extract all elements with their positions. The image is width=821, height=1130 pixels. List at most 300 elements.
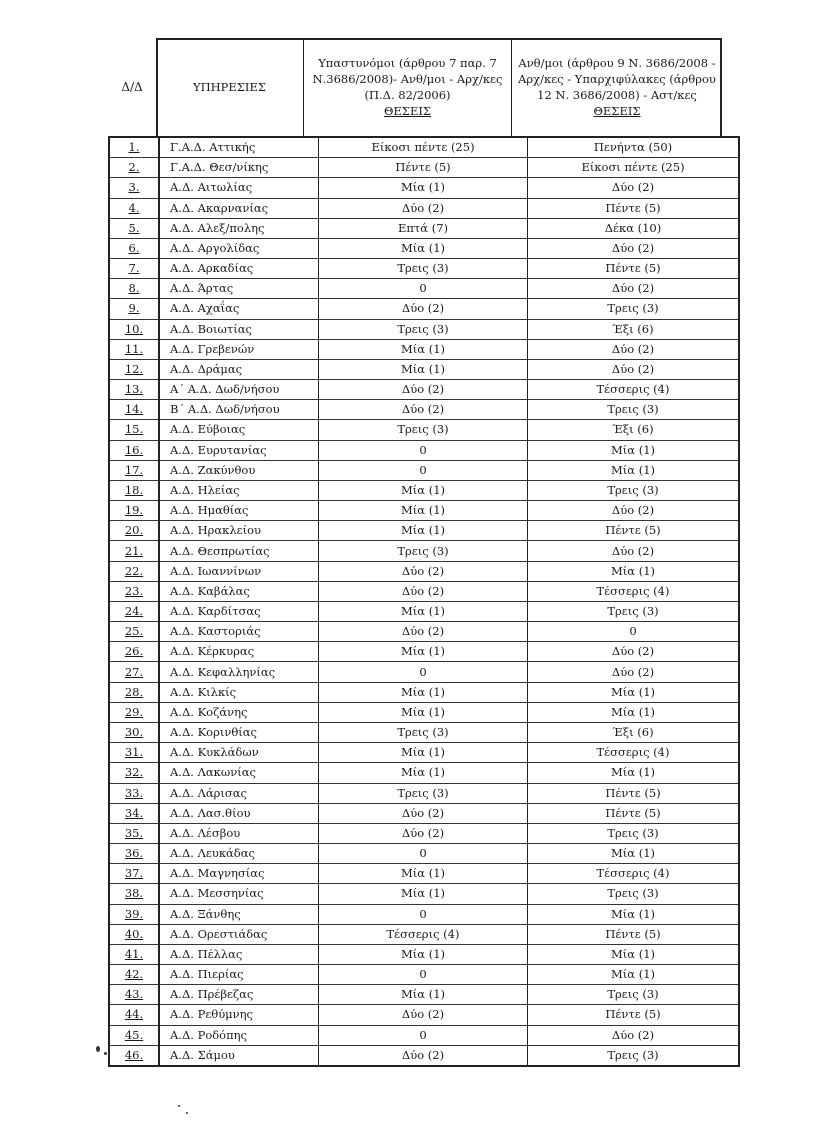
service-name-cell: [159, 1045, 319, 1066]
service-name: Α.Δ. Ζακύνθου: [170, 462, 256, 477]
row-number-cell: [109, 722, 159, 742]
table-row: [109, 985, 739, 1005]
row-number-cell: [109, 884, 159, 904]
positions-b-value: Τέσσερις (4): [596, 866, 670, 881]
service-name: Α.Δ. Αρκαδίας: [170, 261, 254, 276]
row-number-cell: [109, 823, 159, 843]
table-row: [109, 460, 739, 480]
row-number-cell: [109, 864, 159, 884]
table-row: [109, 359, 739, 379]
positions-a-value: Δύο (2): [401, 301, 445, 316]
table-row: [109, 823, 739, 843]
scan-speck: [186, 1112, 188, 1114]
positions-a-value: Μία (1): [401, 483, 445, 497]
positions-b-value-cell: [528, 460, 740, 480]
positions-a-value-cell: [319, 279, 528, 299]
positions-b-value-cell: [528, 581, 740, 601]
service-name-cell: [159, 924, 319, 944]
table-row: [109, 844, 739, 864]
scan-speck: [96, 1046, 100, 1052]
service-name-cell: [159, 178, 319, 198]
row-number: 39.: [124, 906, 144, 921]
positions-a-value: Δύο (2): [401, 1007, 445, 1022]
service-name: Α.Δ. Κέρκυρας: [170, 644, 255, 659]
positions-a-value: Μία (1): [401, 644, 445, 659]
positions-b-value: Μία (1): [611, 906, 655, 921]
service-name: Α.Δ. Ορεστιάδας: [170, 926, 268, 941]
positions-a-value-cell: [319, 844, 528, 864]
positions-a-value-cell: [319, 581, 528, 601]
service-name: Α.Δ. Ακαρνανίας: [170, 200, 269, 215]
table-row: [109, 702, 739, 722]
table-row: [109, 561, 739, 581]
row-number: 25.: [124, 624, 144, 639]
positions-a-value-cell: [319, 682, 528, 702]
positions-a-value-cell: [319, 359, 528, 379]
row-number: 21.: [124, 543, 144, 558]
service-name: Α.Δ. Βοιωτίας: [170, 321, 252, 336]
positions-b-value: Τρεις (3): [607, 604, 659, 619]
table-row: [109, 319, 739, 339]
positions-a-value: 0: [419, 462, 427, 477]
positions-a-value: Δύο (2): [401, 624, 445, 639]
service-name: Α.Δ. Σάμου: [170, 1047, 235, 1062]
positions-b-value-cell: [528, 299, 740, 319]
row-number-cell: [109, 985, 159, 1005]
service-name: Α.Δ. Καβάλας: [170, 583, 250, 598]
positions-a-value: 0: [419, 846, 427, 861]
service-name: Α.Δ. Κορινθίας: [170, 725, 257, 740]
positions-a-value-cell: [319, 480, 528, 500]
positions-b-value: Τρεις (3): [607, 402, 659, 417]
service-name: Β΄ Α.Δ. Δωδ/νήσου: [170, 402, 280, 417]
table-row: [109, 581, 739, 601]
positions-a-value-cell: [319, 864, 528, 884]
positions-b-value: Δύο (2): [611, 503, 655, 518]
service-name: Α.Δ. Γρεβενών: [170, 341, 255, 356]
positions-b-value: Πέντε (5): [605, 785, 661, 800]
service-name-cell: [159, 279, 319, 299]
row-number-cell: [109, 339, 159, 359]
positions-a-value: Τρεις (3): [397, 785, 449, 800]
positions-a-value: Μία (1): [401, 745, 445, 760]
row-number-cell: [109, 965, 159, 985]
positions-b-value: Δύο (2): [611, 240, 655, 255]
positions-a-value: Μία (1): [401, 180, 445, 195]
service-name-cell: [159, 622, 319, 642]
table-row: [109, 642, 739, 662]
positions-b-value-cell: [528, 904, 740, 924]
table-row: [109, 1045, 739, 1066]
positions-a-value-cell: [319, 803, 528, 823]
row-number-cell: [109, 460, 159, 480]
table-row: [109, 864, 739, 884]
service-name: Α.Δ. Δράμας: [170, 361, 243, 376]
row-number: 18.: [124, 483, 144, 497]
row-number-cell: [109, 1025, 159, 1045]
table-row: [109, 622, 739, 642]
service-name-cell: [159, 158, 319, 178]
positions-b-value: Έξι (6): [612, 422, 654, 437]
positions-a-value: Μία (1): [401, 704, 445, 719]
row-number-cell: [109, 178, 159, 198]
positions-b-value-cell: [528, 319, 740, 339]
services-column-header: [156, 38, 304, 136]
positions-a-value-cell: [319, 561, 528, 581]
positions-b-value: Τρεις (3): [607, 825, 659, 840]
positions-b-value-cell: [528, 662, 740, 682]
row-number-cell: [109, 259, 159, 279]
service-name: Α.Δ. Κυκλάδων: [170, 745, 259, 760]
positions-column-b-header: [512, 38, 722, 136]
positions-a-value-cell: [319, 904, 528, 924]
services-header-label: ΥΠΗΡΕΣΙΕΣ: [193, 80, 266, 94]
row-number-cell: [109, 662, 159, 682]
positions-a-value: 0: [419, 281, 427, 296]
positions-b-value-cell: [528, 238, 740, 258]
positions-b-value: Πέντε (5): [605, 1007, 661, 1022]
row-number: 24.: [124, 604, 144, 619]
service-name-cell: [159, 944, 319, 964]
service-name-cell: [159, 904, 319, 924]
positions-b-value: Τρεις (3): [607, 483, 659, 497]
positions-b-value-cell: [528, 965, 740, 985]
row-number: 32.: [124, 765, 144, 780]
positions-b-value-cell: [528, 400, 740, 420]
positions-a-value-cell: [319, 259, 528, 279]
positions-a-value: Τρεις (3): [397, 543, 449, 558]
table-row: [109, 178, 739, 198]
service-name: Α.Δ. Καρδίτσας: [170, 604, 261, 619]
service-name-cell: [159, 985, 319, 1005]
positions-a-value: Δύο (2): [401, 1047, 445, 1062]
positions-a-value: Μία (1): [401, 503, 445, 518]
row-number-cell: [109, 501, 159, 521]
service-name: Α.Δ. Ιωαννίνων: [170, 563, 262, 578]
positions-a-value: Μία (1): [401, 240, 445, 255]
service-name-cell: [159, 702, 319, 722]
positions-b-value: 0: [629, 624, 637, 639]
positions-b-value-cell: [528, 440, 740, 460]
positions-b-value-cell: [528, 743, 740, 763]
positions-b-value-cell: [528, 561, 740, 581]
positions-b-value-cell: [528, 359, 740, 379]
service-name: Α.Δ. Ηλείας: [170, 483, 240, 497]
positions-a-value: Τρεις (3): [397, 321, 449, 336]
positions-b-value-cell: [528, 420, 740, 440]
row-number: 20.: [124, 523, 144, 538]
service-name: Α.Δ. Κιλκίς: [170, 684, 237, 699]
positions-b-value: Μία (1): [611, 704, 655, 719]
positions-a-value-cell: [319, 702, 528, 722]
positions-a-value: Τρεις (3): [397, 261, 449, 276]
row-number: 1.: [128, 140, 140, 155]
positions-b-value-cell: [528, 642, 740, 662]
row-number-cell: [109, 702, 159, 722]
positions-b-value: Πέντε (5): [605, 261, 661, 276]
positions-a-value: Μία (1): [401, 765, 445, 780]
positions-b-value: Είκοσι πέντε (25): [581, 160, 685, 175]
row-number: 22.: [124, 563, 144, 578]
service-name-cell: [159, 642, 319, 662]
service-name-cell: [159, 259, 319, 279]
service-name-cell: [159, 380, 319, 400]
positions-b-value: Δύο (2): [611, 1027, 655, 1042]
service-name: Α.Δ. Αλεξ/πολης: [170, 220, 265, 235]
positions-b-value: Τρεις (3): [607, 301, 659, 316]
table-row: [109, 601, 739, 621]
positions-b-value: Δύο (2): [611, 543, 655, 558]
row-number: 2.: [128, 160, 140, 175]
row-number: 40.: [124, 926, 144, 941]
service-name-cell: [159, 1005, 319, 1025]
positions-a-value: Δύο (2): [401, 805, 445, 820]
service-name-cell: [159, 238, 319, 258]
positions-a-value-cell: [319, 460, 528, 480]
table-row: [109, 783, 739, 803]
positions-b-value-cell: [528, 480, 740, 500]
positions-b-value-cell: [528, 924, 740, 944]
row-number-cell: [109, 521, 159, 541]
table-row: [109, 662, 739, 682]
row-number: 35.: [124, 825, 144, 840]
positions-b-value-cell: [528, 763, 740, 783]
positions-b-value-cell: [528, 622, 740, 642]
positions-a-value: Δύο (2): [401, 382, 445, 397]
positions-a-value-cell: [319, 137, 528, 158]
positions-a-value-cell: [319, 218, 528, 238]
positions-a-value: Τέσσερις (4): [386, 926, 460, 941]
service-name: Α.Δ. Ημαθίας: [170, 503, 249, 518]
table-row: [109, 884, 739, 904]
positions-a-value: Πέντε (5): [395, 160, 451, 175]
row-number: 29.: [124, 704, 144, 719]
row-number: 42.: [124, 967, 144, 982]
service-name-cell: [159, 420, 319, 440]
row-number: 41.: [124, 946, 144, 961]
service-name: Α.Δ. Κοζάνης: [170, 704, 248, 719]
service-name: Α.Δ. Ηρακλείου: [170, 523, 261, 538]
service-name: Γ.Α.Δ. Θεσ/νίκης: [170, 160, 269, 175]
row-number: 43.: [124, 987, 144, 1002]
positions-a-value-cell: [319, 1045, 528, 1066]
row-number-cell: [109, 561, 159, 581]
positions-a-value: Μία (1): [401, 886, 445, 901]
service-name: Α.Δ. Πρέβεζας: [170, 987, 254, 1002]
table-row: [109, 722, 739, 742]
positions-a-value-cell: [319, 339, 528, 359]
row-number: 26.: [124, 644, 144, 659]
service-name-cell: [159, 783, 319, 803]
positions-b-value-cell: [528, 279, 740, 299]
table-row: [109, 259, 739, 279]
column-b-header-text: Ανθ/μοι (άρθρου 9 Ν. 3686/2008 - Αρχ/κες - Υπαρχιφύλακες (άρθρου 12 Ν. 3686/2008) - Αστ/κες: [518, 56, 716, 102]
positions-b-value: Δύο (2): [611, 341, 655, 356]
service-name-cell: [159, 864, 319, 884]
positions-b-value-cell: [528, 1005, 740, 1025]
positions-a-value-cell: [319, 501, 528, 521]
positions-b-value-cell: [528, 944, 740, 964]
positions-a-value-cell: [319, 400, 528, 420]
table-row: [109, 380, 739, 400]
service-name: Α.Δ. Πέλλας: [170, 946, 243, 961]
table-row: [109, 763, 739, 783]
positions-b-value: Μία (1): [611, 967, 655, 982]
row-number: 10.: [124, 321, 144, 336]
row-number-cell: [109, 783, 159, 803]
row-number: 16.: [124, 442, 144, 457]
positions-a-value: Δύο (2): [401, 563, 445, 578]
positions-a-value: Μία (1): [401, 341, 445, 356]
service-name-cell: [159, 400, 319, 420]
service-name: Α.Δ. Άρτας: [170, 281, 234, 296]
positions-b-value-cell: [528, 702, 740, 722]
row-number: 44.: [124, 1007, 144, 1022]
positions-b-value-cell: [528, 803, 740, 823]
table-row: [109, 279, 739, 299]
positions-a-value: Μία (1): [401, 987, 445, 1002]
positions-b-value-cell: [528, 137, 740, 158]
positions-a-value: Μία (1): [401, 361, 445, 376]
positions-b-value: Πενήντα (50): [593, 140, 673, 155]
table-row: [109, 218, 739, 238]
positions-b-value: Δύο (2): [611, 664, 655, 679]
positions-a-value-cell: [319, 965, 528, 985]
scan-speck: [178, 1105, 180, 1107]
service-name: Α.Δ. Ευρυτανίας: [170, 442, 267, 457]
row-number: 12.: [124, 361, 144, 376]
table-row: [109, 420, 739, 440]
row-number-cell: [109, 279, 159, 299]
service-name: Α.Δ. Λασ.θίου: [170, 805, 251, 820]
service-name: Α.Δ. Μαγνησίας: [170, 866, 265, 881]
positions-a-value: Επτά (7): [397, 220, 449, 235]
positions-a-value: Τρεις (3): [397, 422, 449, 437]
positions-a-value-cell: [319, 238, 528, 258]
positions-b-value-cell: [528, 501, 740, 521]
positions-b-value: Τρεις (3): [607, 1047, 659, 1062]
positions-a-value-cell: [319, 178, 528, 198]
service-name: Α΄ Α.Δ. Δωδ/νήσου: [170, 382, 280, 397]
table-row: [109, 1025, 739, 1045]
service-name: Α.Δ. Αργολίδας: [170, 240, 260, 255]
positions-a-value: Δύο (2): [401, 583, 445, 598]
table-row: [109, 1005, 739, 1025]
service-name-cell: [159, 722, 319, 742]
service-name: Α.Δ. Θεσπρωτίας: [170, 543, 270, 558]
service-name-cell: [159, 339, 319, 359]
positions-a-value-cell: [319, 420, 528, 440]
positions-a-value: Μία (1): [401, 604, 445, 619]
positions-b-value: Μία (1): [611, 684, 655, 699]
service-name-cell: [159, 601, 319, 621]
row-number: 14.: [124, 402, 144, 417]
positions-b-value-cell: [528, 218, 740, 238]
row-number: 7.: [128, 261, 140, 276]
positions-b-value-cell: [528, 339, 740, 359]
positions-b-value-cell: [528, 158, 740, 178]
positions-b-value-cell: [528, 601, 740, 621]
positions-b-value-cell: [528, 541, 740, 561]
service-name-cell: [159, 440, 319, 460]
positions-b-value: Δύο (2): [611, 644, 655, 659]
row-number: 30.: [124, 725, 144, 740]
table-row: [109, 299, 739, 319]
row-number-cell: [109, 622, 159, 642]
row-number-cell: [109, 380, 159, 400]
positions-a-value-cell: [319, 985, 528, 1005]
positions-b-value: Έξι (6): [612, 725, 654, 740]
row-number: 11.: [124, 341, 144, 356]
positions-a-value-cell: [319, 823, 528, 843]
positions-a-value-cell: [319, 783, 528, 803]
positions-b-value: Τέσσερις (4): [596, 583, 670, 598]
row-number-cell: [109, 420, 159, 440]
row-number: 45.: [124, 1027, 144, 1042]
row-number-cell: [109, 1005, 159, 1025]
column-a-header-text: Υπαστυνόμοι (άρθρου 7 παρ. 7 Ν.3686/2008)- Ανθ/μοι - Αρχ/κες (Π.Δ. 82/2006): [312, 56, 503, 102]
service-name-cell: [159, 299, 319, 319]
table-row: [109, 743, 739, 763]
positions-a-value-cell: [319, 924, 528, 944]
table-row: [109, 924, 739, 944]
service-name: Α.Δ. Μεσσηνίας: [170, 886, 264, 901]
service-name-cell: [159, 198, 319, 218]
positions-a-value: 0: [419, 664, 427, 679]
table-row: [109, 198, 739, 218]
service-name: Α.Δ. Πιερίας: [170, 967, 244, 982]
positions-a-value: Μία (1): [401, 684, 445, 699]
row-number: 36.: [124, 846, 144, 861]
positions-a-value: 0: [419, 442, 427, 457]
row-number-cell: [109, 581, 159, 601]
table-row: [109, 238, 739, 258]
positions-b-value: Μία (1): [611, 846, 655, 861]
positions-table: [108, 136, 740, 1067]
positions-a-value-cell: [319, 722, 528, 742]
positions-a-value: Τρεις (3): [397, 725, 449, 740]
row-number: 15.: [124, 422, 144, 437]
row-number-cell: [109, 601, 159, 621]
service-name-cell: [159, 743, 319, 763]
positions-a-value: Δύο (2): [401, 825, 445, 840]
column-b-header-sub: ΘΕΣΕΙΣ: [593, 104, 641, 118]
row-number: 38.: [124, 886, 144, 901]
positions-a-value-cell: [319, 440, 528, 460]
positions-a-value-cell: [319, 521, 528, 541]
row-number: 13.: [124, 382, 144, 397]
positions-b-value: Μία (1): [611, 946, 655, 961]
positions-a-value-cell: [319, 884, 528, 904]
positions-b-value: Τρεις (3): [607, 886, 659, 901]
row-number-cell: [109, 924, 159, 944]
service-name-cell: [159, 218, 319, 238]
service-name-cell: [159, 823, 319, 843]
positions-b-value-cell: [528, 864, 740, 884]
positions-b-value: Μία (1): [611, 442, 655, 457]
positions-a-value: Είκοσι πέντε (25): [371, 140, 475, 155]
scan-speck: [104, 1052, 107, 1055]
positions-b-value: Τρεις (3): [607, 987, 659, 1002]
positions-a-value: Μία (1): [401, 523, 445, 538]
positions-column-a-header: [304, 38, 512, 136]
service-name-cell: [159, 763, 319, 783]
positions-a-value-cell: [319, 198, 528, 218]
row-number: 19.: [124, 503, 144, 518]
positions-a-value-cell: [319, 299, 528, 319]
row-number-cell: [109, 137, 159, 158]
row-number: 27.: [124, 664, 144, 679]
